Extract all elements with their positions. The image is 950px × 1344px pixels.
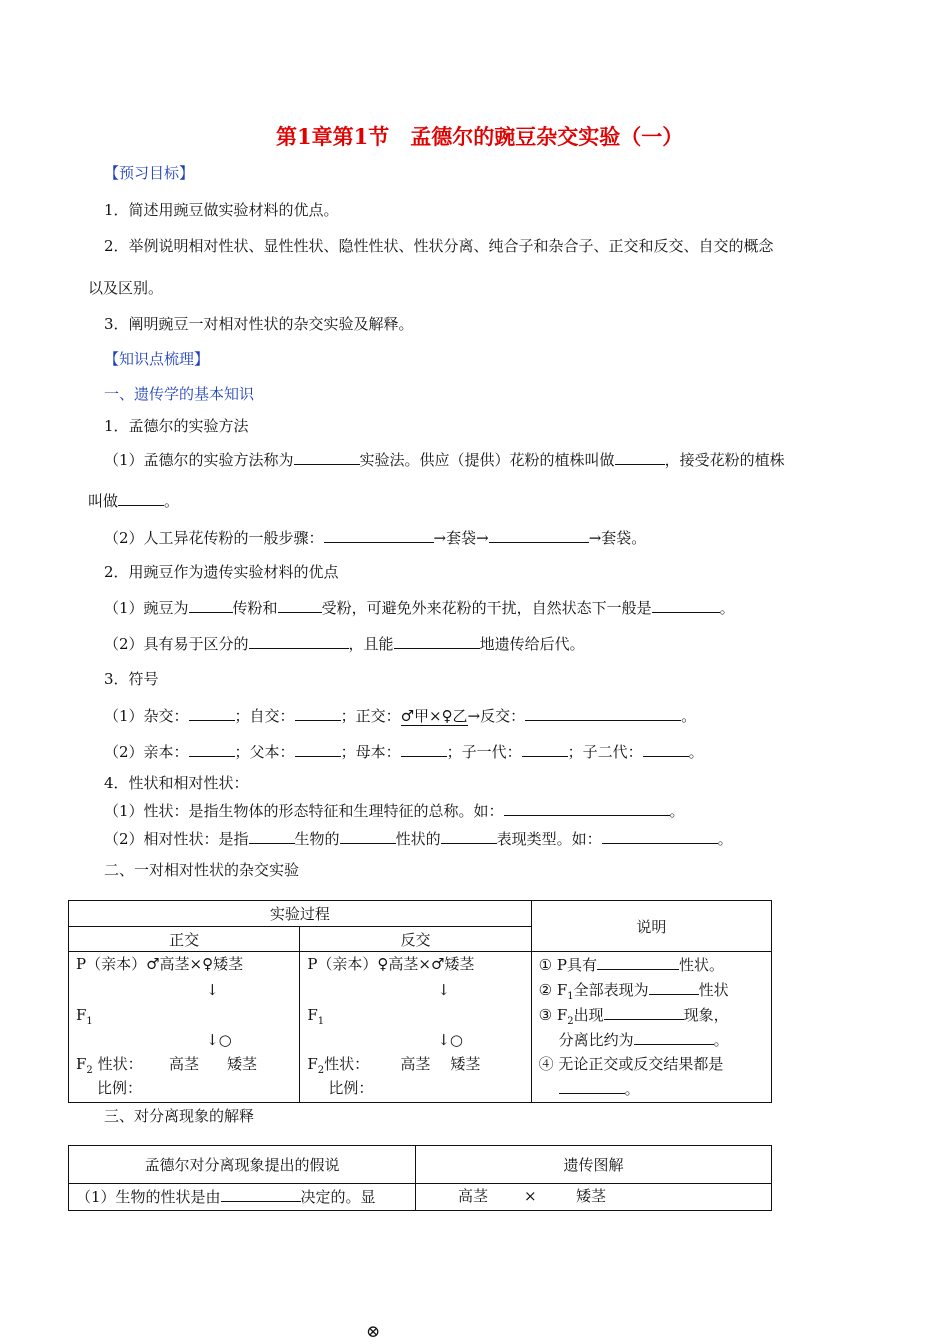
text: 。 (681, 707, 697, 725)
head-note-label: 说明 (636, 917, 667, 936)
forward-tall: 高茎 (169, 1055, 200, 1073)
blank (394, 633, 480, 649)
blank (189, 741, 235, 757)
s1-1-b-line (104, 527, 646, 548)
text: ；子二代： (567, 743, 643, 761)
blank (559, 1078, 625, 1094)
head-process-label: 实验过程 (269, 905, 330, 923)
forward-arrow-self: ↓○ (206, 1031, 232, 1049)
hypothesis-content (69, 1184, 415, 1210)
section-2-heading: 二、一对相对性状的杂交实验 (104, 861, 300, 879)
text: 叫做 (88, 492, 119, 510)
note-cell (531, 952, 771, 1103)
head-process (69, 901, 532, 927)
knowledge-heading: 【知识点梳理】 (104, 350, 210, 368)
text: （1）生物的性状是由 (76, 1188, 221, 1206)
text: 决定的。显 (300, 1188, 376, 1206)
forward-cell (69, 952, 300, 1103)
note-3: ③ $F_2$出现 现象， (538, 1006, 729, 1027)
diagram-cell (416, 1184, 772, 1211)
forward-ratio: 比例： (97, 1079, 143, 1097)
note-4: ④ 无论正交或反交结果都是 (538, 1055, 724, 1073)
blank (340, 828, 396, 844)
reverse-ratio: 比例： (328, 1079, 374, 1097)
diagram-content (416, 1184, 771, 1210)
text: 。 (688, 743, 704, 761)
blank (249, 828, 295, 844)
reverse-short: 矮茎 (450, 1055, 481, 1073)
head-hypothesis-label: 孟德尔对分离现象提出的假说 (144, 1156, 340, 1174)
text: 地遗传给后代。 (479, 635, 585, 653)
text: ；母本： (340, 743, 401, 761)
text: 传粉和 (232, 599, 278, 617)
text: 表现类型。如： (496, 830, 602, 848)
blank (652, 597, 720, 613)
hypothesis-table (68, 1145, 772, 1211)
section-3-heading: 三、对分离现象的解释 (104, 1107, 255, 1125)
text: （1）性状：是指生物体的形态特征和生理特征的总称。如： (104, 802, 504, 820)
text: 分离比约为 (558, 1031, 634, 1049)
head-diagram-label: 遗传图解 (563, 1156, 624, 1174)
s1-2-a-line (104, 597, 735, 618)
reverse-f1: $F_1$ (307, 1006, 325, 1027)
text: （2）相对性状：是指 (104, 830, 249, 848)
head-forward-label: 正交 (169, 930, 200, 949)
blank (189, 705, 235, 721)
note-4-cont (559, 1078, 640, 1099)
s1-1-heading: 1．孟德尔的实验方法 (104, 417, 249, 435)
text: 。 (669, 802, 685, 820)
reverse-tall: 高茎 (400, 1055, 431, 1073)
s1-4-a-line (104, 800, 685, 821)
forward-parents: P（亲本）♂高茎×♀矮茎 (76, 955, 244, 973)
blank (295, 705, 341, 721)
text: →套袋→ (433, 529, 489, 547)
text: ① P具有 (538, 956, 597, 974)
reverse-arrow-1: ↓ (437, 981, 450, 999)
head-hypothesis (69, 1146, 416, 1184)
text: （1）孟德尔的实验方法称为 (104, 451, 294, 469)
text: →套袋。 (588, 529, 647, 547)
s1-1-a-line (104, 449, 785, 470)
forward-short: 矮茎 (227, 1055, 258, 1073)
text: 生物的 (294, 830, 340, 848)
diagram-short: 矮茎 (576, 1187, 607, 1205)
s1-3-b-line (104, 741, 704, 762)
cross-notation: ♂甲×♀乙 (400, 707, 468, 725)
blank (441, 828, 497, 844)
text: ；正交： (340, 707, 401, 725)
note-3-cont (559, 1029, 729, 1050)
blank (294, 449, 360, 465)
blank (249, 633, 349, 649)
blank (489, 527, 589, 543)
table-row (69, 901, 772, 927)
blank (278, 597, 322, 613)
blank (504, 800, 670, 816)
selfing-symbol-footer: ⊗ (366, 1322, 381, 1342)
text: 受粉，可避免外来花粉的干扰，自然状态下一般是 (321, 599, 652, 617)
blank (649, 979, 699, 995)
reverse-parents: P（亲本）♀高茎×♂矮茎 (307, 955, 475, 973)
blank (643, 741, 689, 757)
blank (401, 741, 447, 757)
text: →反交： (467, 707, 526, 725)
blank (602, 828, 718, 844)
blank (597, 954, 679, 970)
text: 性状。 (678, 956, 724, 974)
blank (604, 1004, 684, 1020)
text: 实验法。供应（提供）花粉的植株叫做 (359, 451, 615, 469)
text: ；父本： (234, 743, 295, 761)
hypothesis-cell (69, 1184, 416, 1211)
preview-item-2: 2．举例说明相对性状、显性性状、隐性性状、性状分离、纯合子和杂合子、正交和反交、自交的概念 (104, 237, 774, 255)
blank (525, 705, 681, 721)
s1-3-heading: 3．符号 (104, 670, 159, 688)
blank (118, 490, 164, 506)
forward-f1: $F_1$ (76, 1006, 93, 1027)
table-row (69, 952, 772, 1103)
diagram-cross: × (524, 1187, 537, 1205)
reverse-f2-trait: $F_2$性状： (307, 1055, 370, 1076)
s1-2-b-line (104, 633, 585, 654)
preview-item-3: 3．阐明豌豆一对相对性状的杂交实验及解释。 (104, 315, 414, 333)
blank (295, 741, 341, 757)
text: ，接受花粉的植株 (664, 451, 785, 469)
reverse-cell (300, 952, 531, 1103)
s1-2-heading: 2．用豌豆作为遗传实验材料的优点 (104, 563, 339, 581)
text: 。 (717, 830, 733, 848)
head-note (531, 901, 771, 952)
section-1-heading: 一、遗传学的基本知识 (104, 385, 255, 403)
text: （2）亲本： (104, 743, 189, 761)
reverse-content (300, 952, 530, 1102)
s1-3-a-line (104, 705, 696, 726)
page-title: 第1章第1节 孟德尔的豌豆杂交实验（一） (276, 124, 684, 149)
head-reverse-label: 反交 (400, 930, 431, 949)
text: ；自交： (234, 707, 295, 725)
table-row (69, 1146, 772, 1184)
head-forward (69, 927, 300, 952)
forward-f2-trait: $F_2$ 性状： (76, 1055, 143, 1076)
text: 。 (713, 1031, 729, 1049)
blank (189, 597, 233, 613)
text: 。 (719, 599, 735, 617)
note-content (532, 952, 771, 1102)
s1-4-heading: 4．性状和相对性状： (104, 774, 249, 792)
text: ，且能 (348, 635, 394, 653)
text: ；子一代： (446, 743, 522, 761)
text: 。 (624, 1080, 640, 1098)
text: （1）杂交： (104, 707, 189, 725)
blank (324, 527, 434, 543)
text: 性状的 (395, 830, 441, 848)
table-row (69, 1184, 772, 1211)
blank (522, 741, 568, 757)
reverse-arrow-self: ↓○ (437, 1031, 463, 1049)
forward-arrow-1: ↓ (206, 981, 219, 999)
note-2: ② $F_1$全部表现为 性状 (538, 981, 729, 1002)
head-diagram (416, 1146, 772, 1184)
text: （1）豌豆为 (104, 599, 189, 617)
preview-item-1: 1．简述用豌豆做实验材料的优点。 (104, 201, 339, 219)
preview-item-2-cont: 以及区别。 (88, 279, 164, 297)
note-1 (539, 954, 724, 975)
blank (615, 449, 665, 465)
diagram-tall: 高茎 (458, 1187, 489, 1205)
blank (221, 1186, 301, 1202)
preview-heading: 【预习目标】 (104, 164, 195, 182)
s1-4-b-line (104, 828, 733, 849)
hybrid-experiment-table (68, 900, 772, 1103)
text: 现象， (683, 1006, 729, 1024)
text: 。 (164, 492, 180, 510)
text: 性状 (698, 981, 729, 999)
blank (634, 1029, 714, 1045)
hypothesis-1 (76, 1186, 376, 1207)
forward-content (69, 952, 299, 1102)
head-reverse (300, 927, 531, 952)
text: （2）具有易于区分的 (104, 635, 249, 653)
text: （2）人工异花传粉的一般步骤： (104, 529, 324, 547)
s1-1-a-cont (88, 490, 179, 511)
